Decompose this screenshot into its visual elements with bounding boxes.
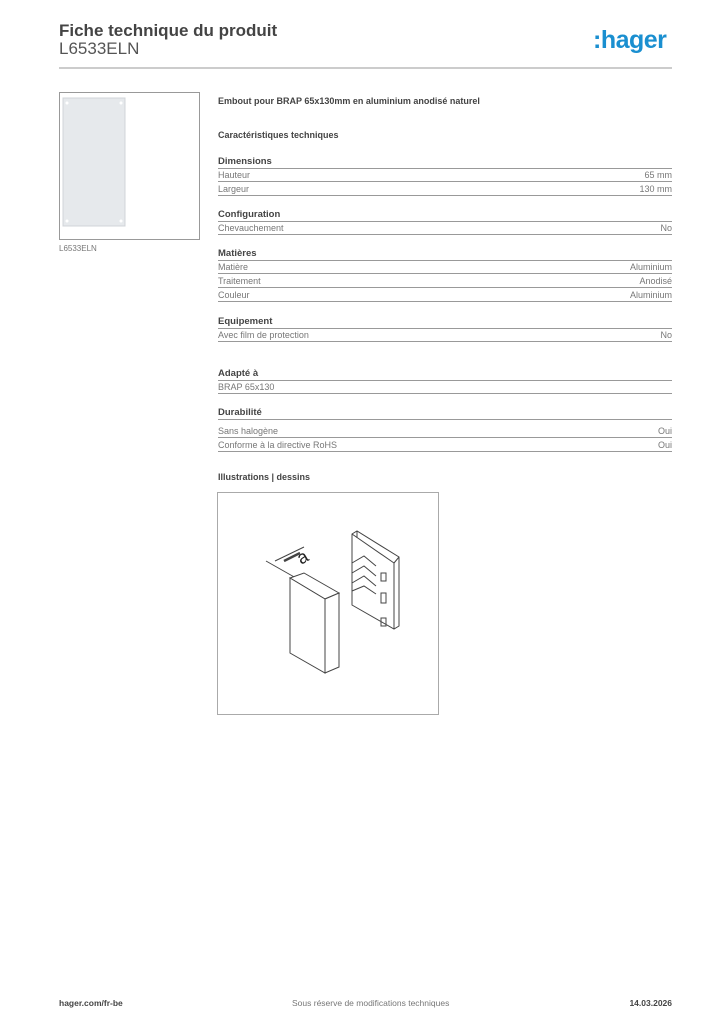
spec-value: Anodisé: [639, 276, 672, 286]
header-divider: [59, 67, 672, 69]
spec-row: [218, 223, 672, 235]
footer-website[interactable]: hager.com/fr-be: [59, 998, 123, 1008]
spec-label: Conforme à la directive RoHS: [218, 440, 338, 450]
spec-label: Avec film de protection: [218, 330, 309, 340]
page-title: Fiche technique du produit: [59, 21, 278, 40]
spec-value: 130 mm: [639, 184, 672, 194]
footer-date: 14.03.2026: [629, 998, 672, 1008]
group-title: Durabilité: [218, 407, 672, 420]
spec-label: Matière: [218, 262, 249, 272]
spec-value: 65 mm: [644, 170, 672, 180]
spec-value: Oui: [657, 440, 672, 450]
spec-row: [218, 170, 672, 182]
spec-value: Oui: [657, 426, 672, 436]
spec-label: BRAP 65x130: [218, 382, 275, 392]
product-plate-image: [60, 93, 199, 239]
spec-value: No: [660, 223, 672, 233]
group-title: Configuration: [218, 209, 672, 222]
group-title: Matières: [218, 248, 672, 261]
spec-row: [218, 330, 672, 342]
group-title: Equipement: [218, 316, 672, 329]
spec-row: [218, 184, 672, 196]
spec-row: [218, 262, 672, 274]
spec-label: Couleur: [218, 290, 250, 300]
spec-label: Sans halogène: [218, 426, 279, 436]
end-cap-drawing: [218, 493, 438, 714]
group-title: Adapté à: [218, 368, 672, 381]
spec-row: [218, 276, 672, 288]
group-title: Dimensions: [218, 156, 672, 169]
spec-label: Largeur: [218, 184, 250, 194]
spec-value: Aluminium: [629, 290, 672, 300]
spec-row: [218, 426, 672, 438]
image-caption: L6533ELN: [59, 244, 97, 253]
spec-row: [218, 290, 672, 302]
section-title: Caractéristiques techniques: [218, 130, 339, 140]
hager-logo: :hager: [593, 26, 667, 54]
spec-label: Traitement: [218, 276, 261, 286]
spec-label: Chevauchement: [218, 223, 284, 233]
technical-drawing: [217, 492, 439, 715]
footer-notice: Sous réserve de modifications techniques: [292, 998, 450, 1008]
illustrations-title: Illustrations | dessins: [218, 472, 311, 482]
spec-row: [218, 382, 672, 394]
spec-value: No: [660, 330, 672, 340]
product-image: [59, 92, 200, 240]
product-description: Embout pour BRAP 65x130mm en aluminium anodisé naturel: [218, 96, 480, 106]
spec-label: Hauteur: [218, 170, 251, 180]
spec-row: [218, 440, 672, 452]
spec-value: Aluminium: [629, 262, 672, 272]
product-code: L6533ELN: [59, 39, 140, 58]
dimension-label: a: [293, 545, 312, 569]
